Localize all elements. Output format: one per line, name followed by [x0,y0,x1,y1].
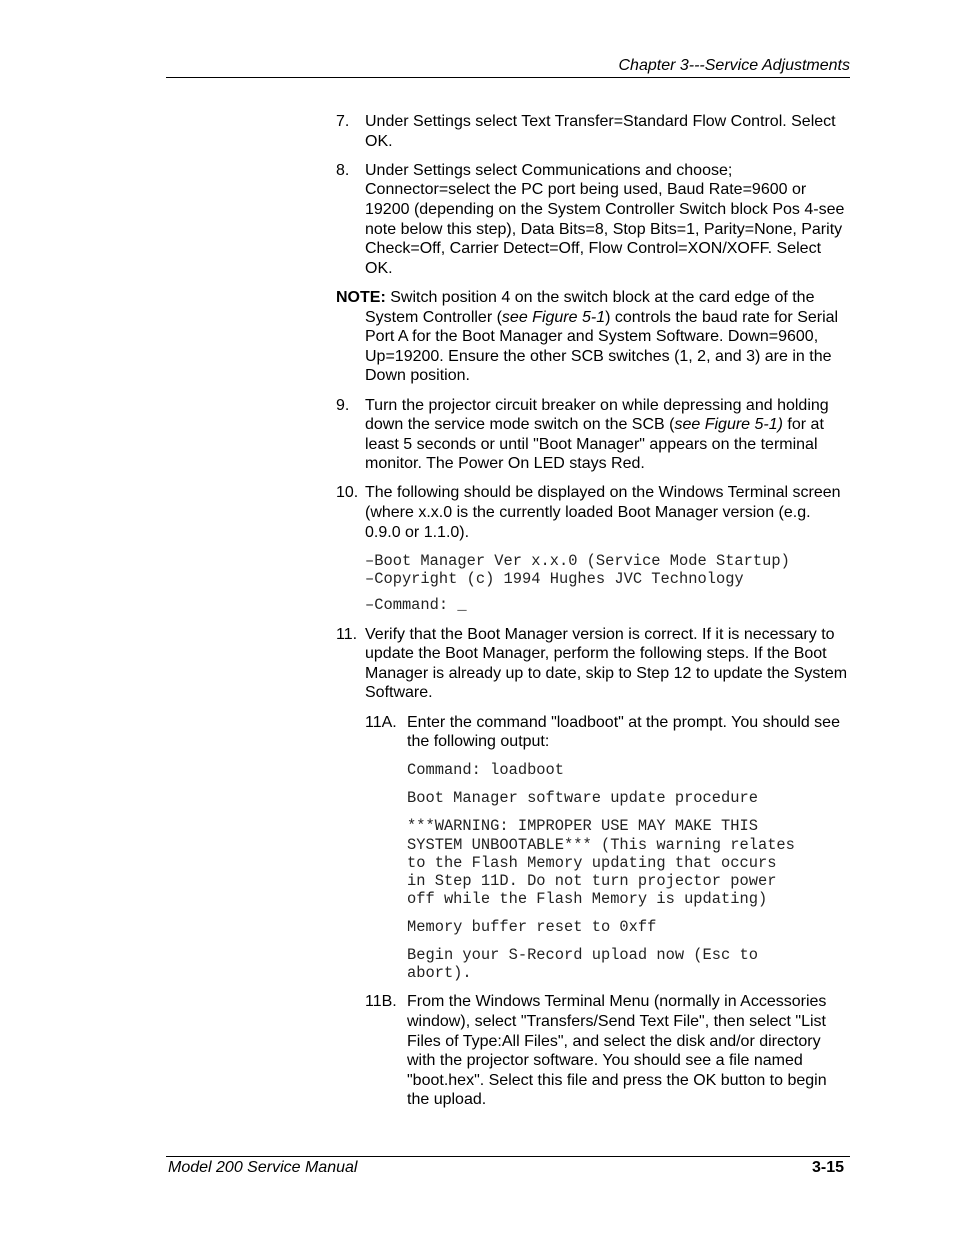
step-text-a: Turn the projector circuit breaker on while depressing and holding down the service mode switch on the SCB ( [365,396,829,434]
step-figure-ref: see Figure 5-1) [674,416,783,434]
step-text: From the Windows Terminal Menu (normally in Accessories window), select "Transfers/Send Text File", then select "List Files of Type:All Files", and select the disk and/or directory with the projector software. You should see a file named "boot.hex". Select this file and press the OK button to begin the upload. [407,993,827,1109]
chapter-header: Chapter 3---Service Adjustments [618,57,850,74]
step-text-b: for at least 5 seconds or until "Boot Manager" appears on the terminal monitor. The Power On LED stays Red. [365,416,824,473]
step-11b [336,992,850,1110]
step-9 [336,396,850,474]
note-figure-ref: see Figure 5-1 [501,308,606,326]
note-label: NOTE: [336,288,386,306]
page-number: 3-15 [811,1159,844,1176]
step-number: 8. [336,161,350,179]
note-block [336,288,850,386]
step-number: 11B. [365,993,397,1011]
step-8 [336,161,850,279]
note-text-a: Switch position 4 on the switch block at the card edge of the System Controller ( [365,288,815,326]
terminal-output-memory-reset: Memory buffer reset to 0xff [407,918,657,937]
step-number: 11A. [365,713,397,731]
step-text: Enter the command "loadboot" at the prompt. You should see the following output: [407,713,840,751]
step-7 [336,112,850,151]
manual-title: Model 200 Service Manual [168,1159,358,1176]
step-text: The following should be displayed on the Windows Terminal screen (where x.x.0 is the currently loaded Boot Manager version (e.g. 0.9.0 or 1.1.0). [365,484,841,541]
terminal-output-upload-prompt: Begin your S-Record upload now (Esc to abort). [407,946,758,983]
terminal-output-banner: –Boot Manager Ver x.x.0 (Service Mode Startup) –Copyright (c) 1994 Hughes JVC Technology [365,551,790,589]
terminal-output-warning: ***WARNING: IMPROPER USE MAY MAKE THIS SYSTEM UNBOOTABLE*** (This warning relates to the Flash Memory updating that occurs in Step 11D. Do not turn projector power off while the Flash Memory is updating) [407,817,795,909]
step-text: Under Settings select Communications and choose; Connector=select the PC port being used, Baud Rate=9600 or 19200 (depending on the System Controller Switch block Pos 4-see note below this step), Data Bits=8, Stop Bits=1, Parity=None, Parity Check=Off, Carrier Detect=Off, Flow Control=XON/XOFF. Select OK. [365,161,845,277]
step-10 [336,483,850,542]
step-11 [336,625,850,703]
step-number: 7. [336,113,350,130]
terminal-output-command: –Command: _ [365,596,467,615]
step-text: Verify that the Boot Manager version is correct. If it is necessary to update the Boot Manager, perform the following steps. If the Boot Manager is already up to date, skip to Step 12 to update the System Software. [365,625,848,702]
step-number: 10. [336,484,359,502]
note-text-b: ) controls the baud rate for Serial Port A for the Boot Manager and System Software. Down=9600, Up=19200. Ensure the other SCB switches (1, 2, and 3) are in the Down position. [365,308,839,385]
step-text: Under Settings select Text Transfer=Standard Flow Control. Select OK. [365,113,836,150]
header-rule [166,77,850,78]
footer-rule [166,1156,850,1157]
step-number: 11. [336,625,358,643]
step-number: 9. [336,396,350,414]
terminal-output-procedure: Boot Manager software update procedure [407,789,758,808]
terminal-output-loadboot: Command: loadboot [407,761,565,780]
step-11a [336,713,850,752]
page-content [336,112,850,1120]
